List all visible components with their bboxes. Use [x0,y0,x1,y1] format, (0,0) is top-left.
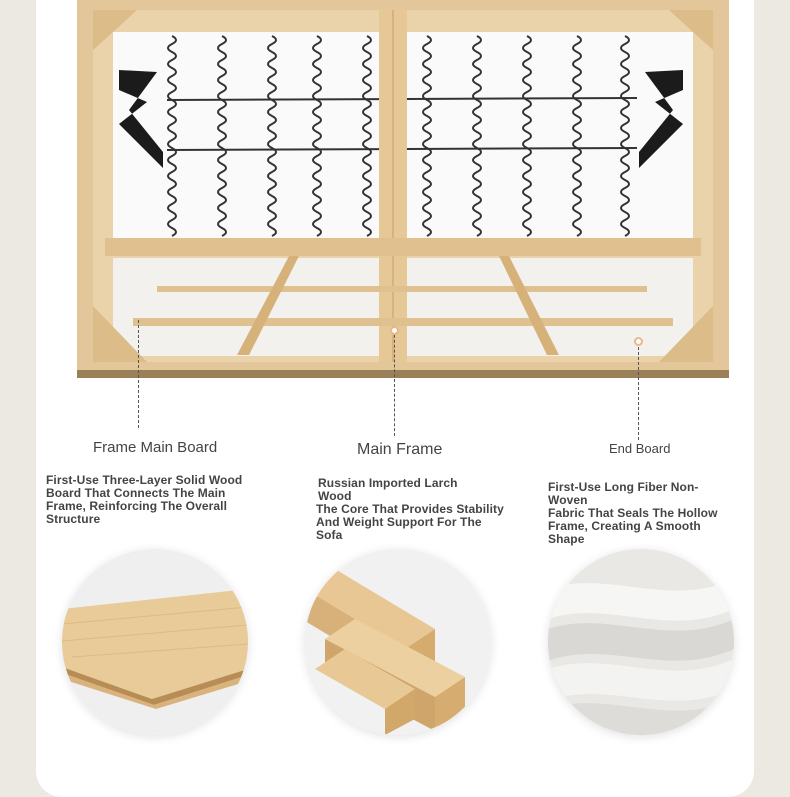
label-main-frame: Main Frame [357,441,443,458]
leader-line-main-frame [394,330,395,436]
non-woven-fabric-image [548,549,734,735]
sofa-frame-image [77,0,729,378]
plywood-board-image [62,549,248,735]
label-frame-main-board: Frame Main Board [93,439,218,456]
main-frame-marker-dot [390,326,399,335]
leader-line-end-board [638,342,639,440]
leader-line-frame-main-board [138,320,139,428]
label-end-board: End Board [609,441,671,456]
desc-end-board: First-Use Long Fiber Non-Woven Fabric That Seals The Hollow Frame, Creating A Smooth Shape [548,480,718,546]
larch-wood-beams-image [305,549,491,735]
end-board-marker-dot [634,337,643,346]
desc-main-frame-benefit: The Core That Provides Stability And Weight Support For The Sofa [316,502,504,542]
desc-main-frame-material: Russian Imported Larch Wood [318,476,458,503]
desc-frame-main-board: First-Use Three-Layer Solid Wood Board That Connects The Main Frame, Reinforcing The Overall Structure [46,473,243,526]
